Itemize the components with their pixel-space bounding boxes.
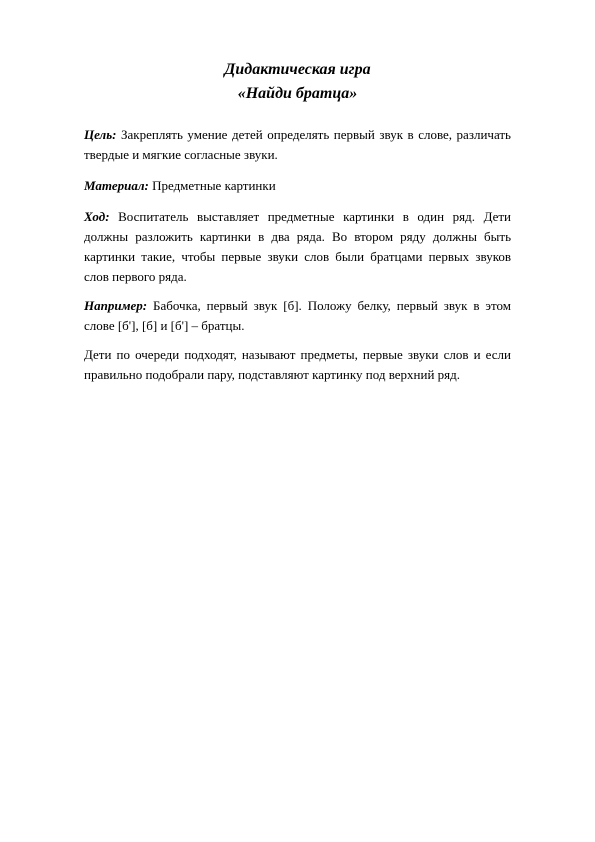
example-label: Например: [84,298,148,313]
document-title-line-1: Дидактическая игра [224,61,371,78]
course-text: Воспитатель выставляет предметные картинки в один ряд. Дети должны разложить картинки в два ряда. Во втором ряду должны быть картинки такие, чтобы первые звуки слов были братцами первых звуков слов первого ряда. [84,209,511,284]
example-paragraph [84,296,511,336]
goal-text: Закреплять умение детей определять первый звук в слове, различать твердые и мягкие согласные звуки. [84,127,511,162]
course-label: Ход: [84,209,110,224]
course-paragraph [84,207,511,287]
example-text: Бабочка, первый звук [б]. Положу белку, первый звук в этом слове [б'], [б] и [б'] – братцы. [84,298,511,333]
material-text: Предметные картинки [148,178,276,193]
document-page [84,56,511,385]
goal-label: Цель: [84,127,117,142]
note-paragraph: Дети по очереди подходят, называют предметы, первые звуки слов и если правильно подобрали пару, подставляют картинку под верхний ряд. [84,347,511,382]
document-title-line-2: «Найди братца» [237,85,358,102]
material-label: Материал: [84,178,149,193]
goal-paragraph [84,125,511,165]
material-paragraph [84,176,511,196]
